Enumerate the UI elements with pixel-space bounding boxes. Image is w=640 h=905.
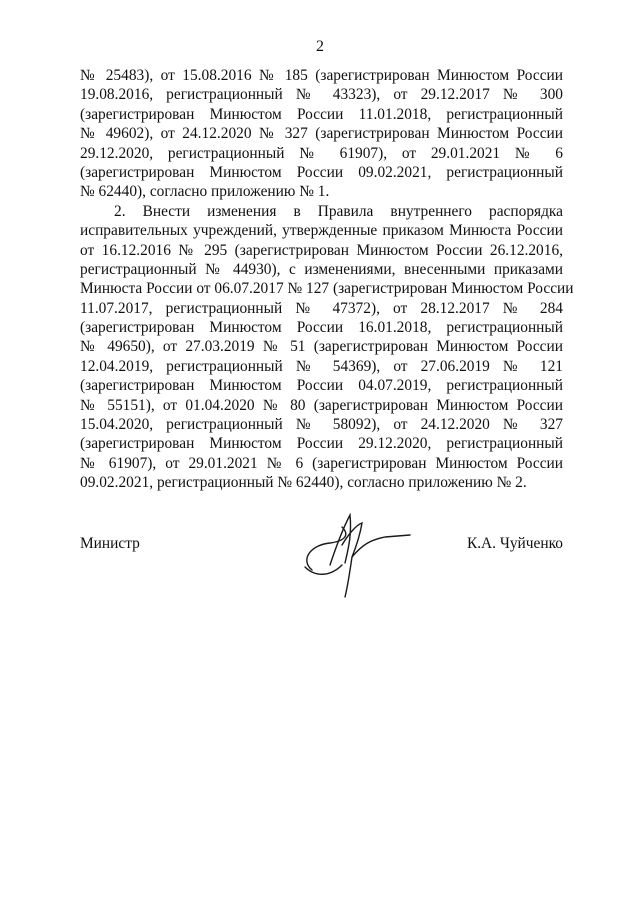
text-line: 09.02.2021, регистрационный № 62440), согласно приложению № 2. xyxy=(80,474,527,492)
text-line: 15.04.2020, регистрационный № 58092), от 24.12.2020 № 327 xyxy=(80,416,563,434)
text-line: № 62440), согласно приложению № 1. xyxy=(80,183,330,201)
paragraph-1 xyxy=(80,66,563,202)
text-line: № 49602), от 24.12.2020 № 327 (зарегистрирован Минюстом России xyxy=(80,125,563,143)
signatory-position: Министр xyxy=(80,535,140,552)
text-line: 12.04.2019, регистрационный № 54369), от 27.06.2019 № 121 xyxy=(80,357,563,375)
text-line: исправительных учреждений, утвержденные приказом Минюста России xyxy=(80,222,563,240)
text-line: 29.12.2020, регистрационный № 61907), от 29.01.2021 № 6 xyxy=(80,144,563,162)
page-number: 2 xyxy=(316,38,324,55)
text-line: от 16.12.2016 № 295 (зарегистрирован Минюстом России 26.12.2016, xyxy=(80,241,563,259)
text-line: (зарегистрирован Минюстом России 11.01.2018, регистрационный xyxy=(80,105,563,123)
text-line: № 49650), от 27.03.2019 № 51 (зарегистрирован Минюстом России xyxy=(80,338,563,356)
text-line: (зарегистрирован Минюстом России 29.12.2020, регистрационный xyxy=(80,435,563,453)
text-line: № 25483), от 15.08.2016 № 185 (зарегистрирован Минюстом России xyxy=(80,67,563,84)
text-line: № 55151), от 01.04.2020 № 80 (зарегистрирован Минюстом России xyxy=(80,396,563,414)
text-line: № 61907), от 29.01.2021 № 6 (зарегистрирован Минюстом России xyxy=(80,454,563,472)
text-line: Минюста России от 06.07.2017 № 127 (зарегистрирован Минюстом России xyxy=(80,280,574,298)
paragraph-2 xyxy=(80,202,574,493)
text-line: (зарегистрирован Минюстом России 09.02.2021, регистрационный xyxy=(80,163,563,181)
text-line: (зарегистрирован Минюстом России 04.07.2019, регистрационный xyxy=(80,377,563,395)
text-line: регистрационный № 44930), с изменениями, внесенными приказами xyxy=(80,260,563,278)
signatory-name: К.А. Чуйченко xyxy=(466,535,563,552)
text-line: 19.08.2016, регистрационный № 43323), от 29.12.2017 № 300 xyxy=(80,86,563,104)
handwritten-signature xyxy=(290,505,420,605)
text-line: 2. Внести изменения в Правила внутреннего распорядка xyxy=(114,202,563,220)
document-body xyxy=(80,66,574,493)
text-line: 11.07.2017, регистрационный № 47372), от 28.12.2017 № 284 xyxy=(80,299,563,317)
text-line: (зарегистрирован Минюстом России 16.01.2018, регистрационный xyxy=(80,319,563,337)
